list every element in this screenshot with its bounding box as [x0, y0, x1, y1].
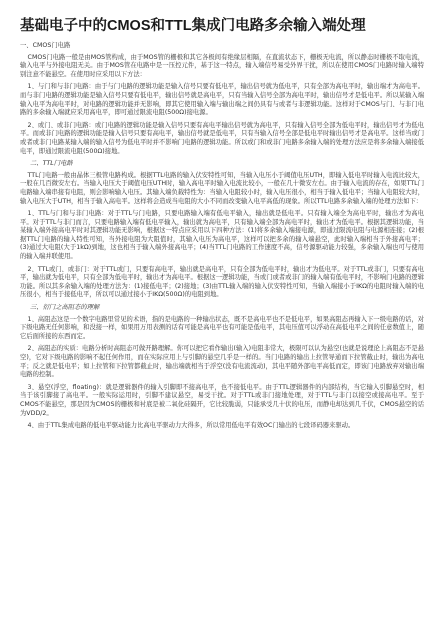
section-heading-high-impedance: 三、衍门之高阻态的理解 [30, 304, 100, 312]
ttl-and-gate-paragraph: 1、TTL与门和与非门电路：对于TTL与门电路，只要电路输入端有低电平输入，输出就是低电平。只有输入端全为高电平时，输出才为高电平。对于TTL与非门而言，只要电路输入端有低电平输入，输出就为高电平，只有输入端全部为高电平时，输出才为低电平。根据其逻辑功能，当某输入端外接高电平时对其逻辑功能无影响，根据这一特点应采用以下四种方法：(1)将多余输入端接电源，即通过限流电阻与电源相连接；(2)根据TTL门电路的输入特性可知，当外接电阻为大阻值时，其输入电压为高电平，这样可以把多余的输入端悬空，此时输入端相当于外接高电平；(3)通过大电阻(大于1kΩ)到地，这也相当于输入端外接高电平；(4)当TTL门电路的工作速度不高，信号源驱动能力较强，多余输入端也可与使用的输入端并联使用。 [20, 210, 424, 261]
ttl-or-gate-paragraph: 2、TTL或门、或非门：对于TTL或门，只要有高电平，输出就是高电平，只有全部为低电平时，输出才为低电平。对于TTL或非门，只要有高电平，输出就为低电平，只有全部为低电平时，输出才为高电平。根据这一逻辑功能，当或门或者或非门的输入端有低电平时，不影响门电路的逻辑功能。所以其多余输入端的处理方法为：(1)接低电平；(2)接地；(3)由TTL输入端的输入伏安特性可知，当输入端接小于IKΩ的电阻时输入端的电压很小，相当于接低电平，所以可以通过接小于IKΩ(500Ω)的电阻到地。 [20, 265, 424, 299]
ttl-intro-paragraph: TTL门电路一般由晶体三极管电路构成。根据TTL电路的输入伏安特性可知，当输入电压小于阈值电压UTH，即输入低电平时输入电流比较大，一般在几百微安左右。当输入电压大于阈值电压UTH时，输入高电平时输入电流比较小，一般在几十微安左右。由于输入电流的存在，如果TTL门电路输入端串接有电阻，则会影响输入电压。其输入端负载特性为：当输入电阻较小时，输入电压很小，相当于输入低电平；当输入电阻较大时，输入电压大于UTH，相当于输入高电平。这样将会造成当电阻的大小不同而改变输入电平高低的现象。所以TTL电路多余输入端的处理方法如下： [20, 171, 424, 205]
high-impedance-paragraph-3: 3、悬空(浮空，floating)：就是逻辑器件的输入引脚即不接高电平，也不接低电平。由于TTL逻辑器件的内部结构，当它输入引脚悬空时，相当于该引脚接了高电平。一般实际运用时，引脚不建议悬空，易受干扰。对于TTL或非门接地处理，对于TTL与非门以接空或接高电平。至于CMOS不能悬空，那是因为CMOS的栅极和衬底是被二氧化硅隔开，它比较脆弱，只能承受几十伏的电压，而静电却达到几千伏，CMOS悬空的话为VDD/2。 [20, 383, 424, 417]
section-heading-ttl: 二、TTL门电路 [30, 160, 73, 168]
section-heading-cmos: 一、CMOS门电路 [20, 42, 71, 49]
cmos-intro-paragraph: CMOS门电路一般是由MOS管构成，由于MOS管的栅极和其它各极间有绝缘层相隔，在直流状态下，栅极无电流，所以静态时栅极不取电流，输入电平与外接电阻无关。由于MOS管在电路中是一压控元件，基于这一特点，输入端信号易受外界干扰，所以在使用CMOS门电路时输入端特别注意不能悬空。在使用时应采用以下方法： [20, 53, 424, 78]
cmos-or-gate-paragraph: 2、或门、或非门电路：或门电路的逻辑功能是输入信号只要有高电平输出信号就为高电平，只有输入信号全部为低电平时，输出信号才为低电平。而或非门电路的逻辑功能是输入信号只要有高电平，输出信号就是低电平，只有当输入信号全部是低电平时输出信号才是高电平。这样当或门或者或非门电路某输入端的输入信号为低电平时并不影响门电路的逻辑功能。所以或门和或非门电路多余输入端的处理方法应是将多余输入端接低电平，即通过限流电阻(500Ω)接地。 [20, 121, 424, 155]
high-impedance-paragraph-2: 2、高阻态的实质：电路分析时高阻态可做开路理解。你可以把它看作输出(输入)电阻非常大，极限可以认为悬空(也就是说理论上高阻态不是悬空)，它对下级电路的影响不起任何作用，而在实际应用上与引脚的悬空几乎是一样的。当门电路的输出上拉管导通而下拉管截止时，输出为高电平；反之就是低电平；如上拉管和下拉管都截止时，输出端就相当于浮空(没有电流流动)，其电平随外部电平高低而定，即该门电路放弃对输出端电路的控制。 [20, 345, 424, 379]
cmos-and-gate-paragraph: 1、与门和与非门电路：由于与门电路的逻辑功能是输入信号只要有低电平，输出信号就为低电平，只有全部为高电平时，输出端才为高电平。而与非门电路的逻辑功能是输入信号只要有低电平，输出信号就是高电平，只有当输入信号全部为高电平时，输出信号才是低电平。所以某输入端输入电平为高电平时，对电路的逻辑功能并无影响，即其它使用输入端与输出端之间仍具有与或者与非逻辑功能。这样对于CMOS与门、与非门电路的多余输入端就应采用高电平，即可通过限流电阻(500Ω)接电源。 [20, 83, 424, 117]
high-impedance-paragraph-4: 4、由于TTL集成电路的低电平驱动能力比高电平驱动力大得多，所以常用低电平有效OC门输出的七段译码器来驱动。 [27, 422, 355, 430]
document-title: 基础电子中的CMOS和TTL集成门电路多余输入端处理 [20, 18, 366, 34]
high-impedance-paragraph-1: 1、高阻态这是一个数字电路里常见的术语，指的是电路的一种输出状态，既不是高电平也不是低电平，如果高阻态再输入下一级电路的话，对下级电路无任何影响，和没接一样，如果用万用表测的话有可能是高电平也有可能是低电平，其电压值可以浮动在高低电平之间的任意数值上，随它后面所接的东西而定。 [20, 315, 424, 340]
